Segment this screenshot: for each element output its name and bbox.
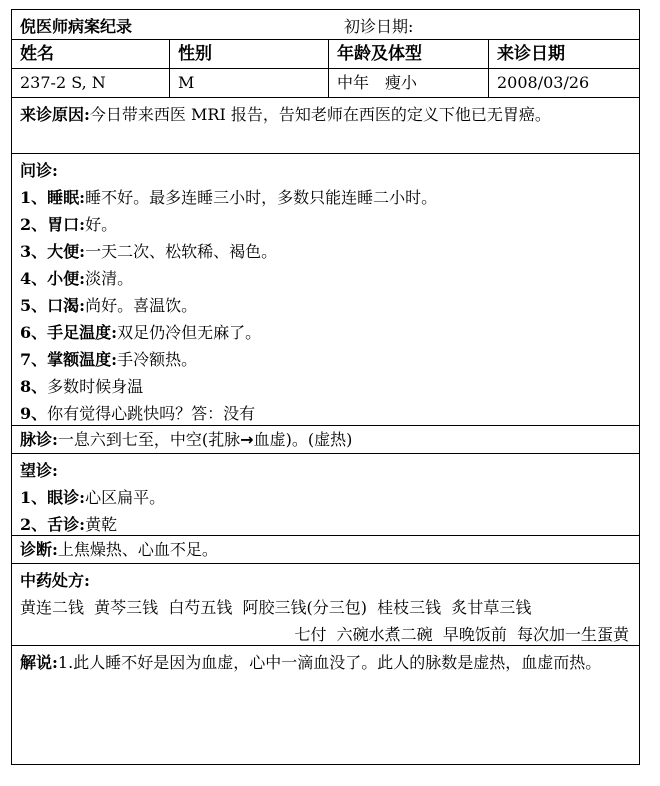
patient-name: 237-2 S, N (12, 69, 170, 97)
prescription-instructions: 七付 六碗水煮二碗 早晚饭前 每次加一生蛋黄 (294, 625, 629, 644)
pulse-label: 脉诊: (20, 430, 58, 449)
diagnosis-text: 上焦燥热、心血不足。 (57, 540, 218, 559)
inquiry-item: 5、口渴:尚好。喜温饮。 (20, 296, 198, 315)
inquiry-item: 1、睡眠:睡不好。最多连睡三小时，多数只能连睡二小时。 (20, 188, 438, 207)
observation-label: 望诊: (20, 461, 58, 480)
inquiry-item: 9、你有觉得心跳快吗？答：没有 (20, 404, 256, 423)
header-sex: 性别 (170, 40, 329, 68)
patient-table-values (12, 69, 639, 98)
visit-reason-text: 今日带来西医 MRI 报告，告知老师在西医的定义下他已无胃癌。 (89, 105, 551, 124)
diagnosis-label: 诊断: (20, 540, 58, 559)
inquiry-item: 4、小便:淡清。 (20, 269, 134, 288)
header-age-build: 年龄及体型 (329, 40, 489, 68)
pulse-text: 一息六到七至，中空(芤脉 (57, 430, 241, 449)
observation-section (12, 454, 639, 536)
explanation-label: 解说: (20, 653, 58, 672)
form-title: 倪医师病案纪录 (20, 17, 133, 36)
inquiry-section (12, 154, 639, 426)
inquiry-item: 3、大便:一天二次、松软稀、褐色。 (20, 242, 278, 261)
visit-date: 2008/03/26 (497, 73, 590, 92)
visit-reason-label: 来诊原因: (20, 105, 90, 124)
pulse-section (12, 426, 639, 454)
header-name: 姓名 (12, 40, 170, 68)
header-visit-date: 来诊日期 (497, 44, 565, 64)
first-visit-date-label: 初诊日期: (344, 17, 414, 36)
inquiry-label: 问诊: (20, 161, 58, 180)
patient-sex: M (170, 69, 329, 97)
inquiry-item: 2、胃口:好。 (20, 215, 118, 234)
prescription-herbs: 黄连二钱 黄芩三钱 白芍五钱 阿胶三钱(分三包) 桂枝三钱 炙甘草三钱 (20, 598, 532, 617)
observation-item: 2、舌诊:黄乾 (20, 515, 118, 534)
diagnosis-section (12, 536, 639, 564)
patient-age-build: 中年 瘦小 (329, 69, 489, 97)
prescription-label: 中药处方: (20, 571, 90, 590)
inquiry-item: 7、掌额温度:手冷额热。 (20, 350, 198, 369)
explanation-section (12, 646, 639, 764)
pulse-text-after: 血虚)。(虚热) (253, 430, 353, 449)
right-arrow-icon: → (240, 430, 254, 449)
case-record-form (11, 9, 640, 765)
patient-table-header (12, 40, 639, 69)
inquiry-item: 6、手足温度:双足仍冷但无麻了。 (20, 323, 262, 342)
inquiry-item: 8、多数时候身温 (20, 377, 144, 396)
prescription-section (12, 564, 639, 646)
observation-item: 1、眼诊:心区扁平。 (20, 488, 166, 507)
title-row (12, 10, 639, 40)
visit-reason-section (12, 98, 639, 154)
explanation-text: 1.此人睡不好是因为血虚，心中一滴血没了。此人的脉数是虚热，血虚而热。 (57, 653, 602, 672)
